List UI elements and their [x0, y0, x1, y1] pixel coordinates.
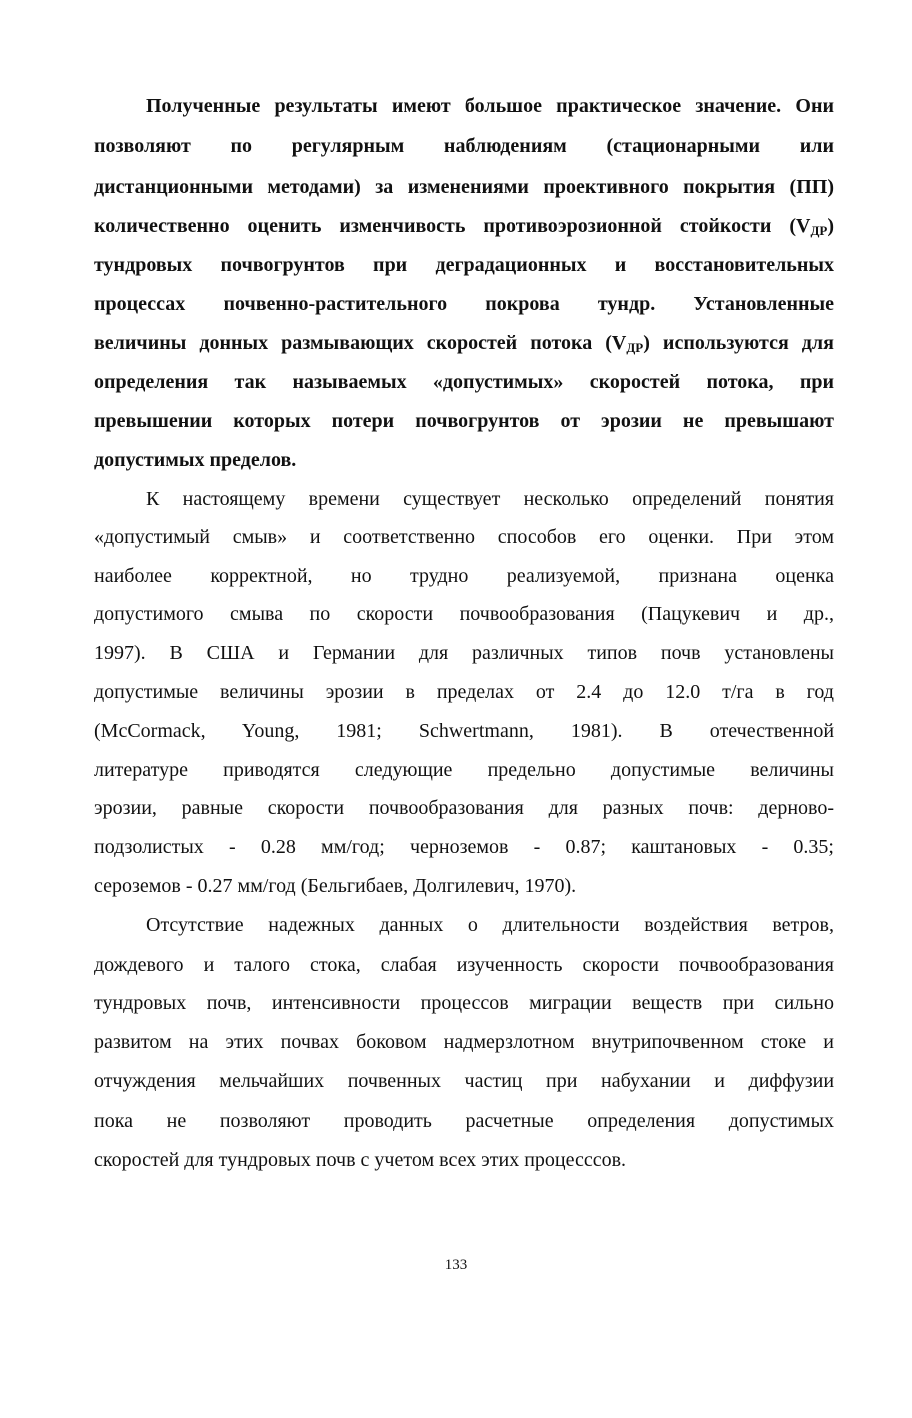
paragraph-1-line-3: дистанционными методами) за изменениями проективного покрытия (ПП) — [94, 176, 834, 198]
paragraph-2-line-8: литературе приводятся следующие предельно допустимые величины — [94, 759, 834, 781]
paragraph-3-line-4: развитом на этих почвах боковом надмерзлотном внутрипочвенном стоке и — [94, 1031, 834, 1053]
paragraph-1-line-10: допустимых пределов. — [94, 449, 297, 471]
paragraph-1-line-6: процессах почвенно-растительного покрова тундр. Установленные — [94, 293, 835, 315]
paragraph-1-line-7 — [94, 328, 834, 358]
paragraph-2-line-4: допустимого смыва по скорости почвообразования (Пацукевич и др., — [94, 603, 834, 625]
paragraph-2-line-9: эрозии, равные скорости почвообразования для разных почв: дерново- — [94, 797, 835, 819]
paragraph-3-line-7: скоростей для тундровых почв с учетом всех этих процесссов. — [94, 1149, 627, 1171]
paragraph-3-line-3: тундровых почв, интенсивности процессов миграции веществ при сильно — [94, 992, 834, 1014]
subscript-dr: ДР — [810, 223, 828, 238]
paragraph-1-line-2: позволяют по регулярным наблюдениям (стационарными или — [94, 135, 835, 157]
paragraph-1-line-4-text: количественно оценить изменчивость противоэрозионной стойкости (V — [94, 215, 811, 237]
paragraph-2-line-2: «допустимый смыв» и соответственно способов его оценки. При этом — [94, 526, 834, 548]
paragraph-2-line-7: (McCormack, Young, 1981; Schwertmann, 1981). В отечественной — [94, 720, 835, 742]
paragraph-2-line-3: наиболее корректной, но трудно реализуемой, признана оценка — [94, 565, 834, 587]
paragraph-3-line-1: Отсутствие надежных данных о длительности воздействия ветров, — [146, 914, 834, 936]
paragraph-1-line-9: превышении которых потери почвогрунтов от эрозии не превышают — [94, 410, 834, 432]
paragraph-1-line-4 — [94, 211, 834, 241]
paragraph-2-line-11: сероземов - 0.27 мм/год (Бельгибаев, Долгилевич, 1970). — [94, 875, 577, 897]
paragraph-3-line-5: отчуждения мельчайших почвенных частиц при набухании и диффузии — [94, 1070, 835, 1092]
paragraph-1-line-4-suffix: ) — [827, 215, 835, 237]
subscript-dr-2: ДР — [626, 340, 644, 355]
paragraph-1-line-8: определения так называемых «допустимых» скоростей потока, при — [94, 371, 835, 393]
paragraph-1-line-1: Полученные результаты имеют большое практическое значение. Они — [146, 95, 835, 117]
paragraph-2-line-10: подзолистых - 0.28 мм/год; черноземов - 0.87; каштановых - 0.35; — [94, 836, 834, 858]
paragraph-1-line-7-text: величины донных размывающих скоростей потока (V — [94, 332, 627, 354]
paragraph-2-line-5: 1997). В США и Германии для различных типов почв установлены — [94, 642, 834, 664]
paragraph-2-line-1: К настоящему времени существует несколько определений понятия — [146, 488, 834, 510]
paragraph-3-line-2: дождевого и талого стока, слабая изученность скорости почвообразования — [94, 954, 834, 976]
paragraph-1-line-5: тундровых почвогрунтов при деградационных и восстановительных — [94, 254, 835, 276]
page-number: 133 — [444, 1257, 468, 1273]
paragraph-2-line-6: допустимые величины эрозии в пределах от 2.4 до 12.0 т/га в год — [94, 681, 834, 703]
paragraph-1-line-7-suffix: ) используются для — [643, 332, 834, 354]
paragraph-3-line-6: пока не позволяют проводить расчетные определения допустимых — [94, 1110, 835, 1132]
